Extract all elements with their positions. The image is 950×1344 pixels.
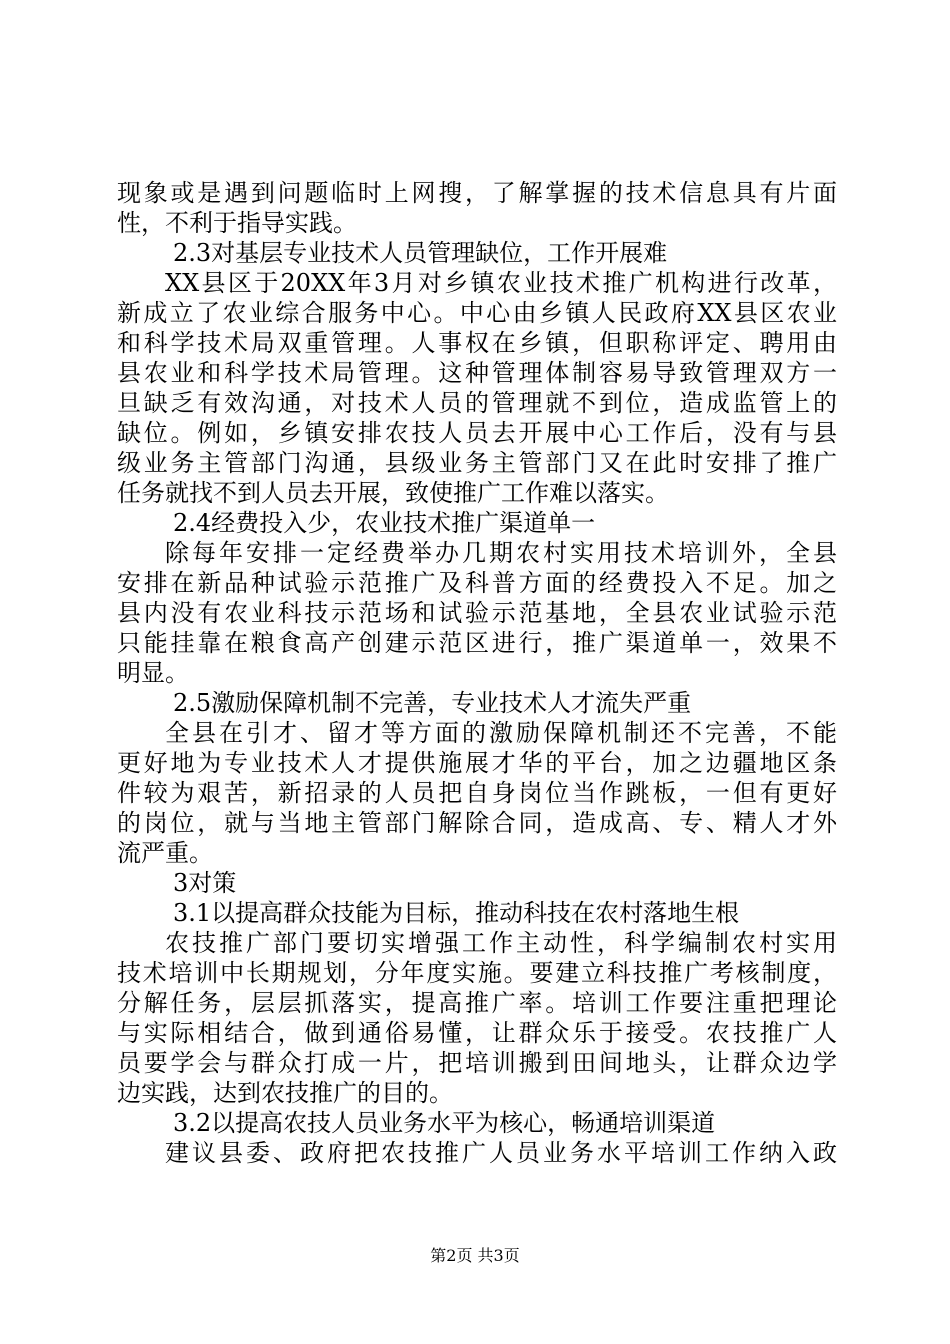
section-heading: 3.1以提高群众技能为目标，推动科技在农村落地生根 — [173, 899, 740, 927]
text-line: 农技推广部门要切实增强工作主动性，科学编制农村实用 — [165, 929, 837, 957]
text-line: 与实际相结合，做到通俗易懂，让群众乐于接受。农技推广人 — [117, 1019, 837, 1047]
text-line: 县农业和科学技术局管理。这种管理体制容易导致管理双方一 — [117, 359, 837, 387]
text-line: 技术培训中长期规划，分年度实施。要建立科技推广考核制度， — [117, 959, 837, 987]
text-line: 县内没有农业科技示范场和试验示范基地，全县农业试验示范 — [117, 599, 837, 627]
text-line: 任务就找不到人员去开展，致使推广工作难以落实。 — [117, 479, 669, 507]
text-line: 旦缺乏有效沟通，对技术人员的管理就不到位，造成监管上的 — [117, 389, 837, 417]
text-line: XX县区于20XX年3月对乡镇农业技术推广机构进行改革， — [165, 269, 837, 297]
text-line: 性，不利于指导实践。 — [117, 209, 357, 237]
text-line: 件较为艰苦，新招录的人员把自身岗位当作跳板，一但有更好 — [117, 779, 837, 807]
text-line: 新成立了农业综合服务中心。中心由乡镇人民政府XX县区农业 — [117, 299, 837, 327]
text-line: 建议县委、政府把农技推广人员业务水平培训工作纳入政 — [165, 1139, 837, 1167]
text-line: 现象或是遇到问题临时上网搜，了解掌握的技术信息具有片面 — [117, 179, 837, 207]
text-line: 全县在引才、留才等方面的激励保障机制还不完善，不能 — [165, 719, 837, 747]
text-line: 边实践，达到农技推广的目的。 — [117, 1079, 453, 1107]
page-number-footer: 第2页 共3页 — [430, 1246, 520, 1265]
text-line: 分解任务，层层抓落实，提高推广率。培训工作要注重把理论 — [117, 989, 837, 1017]
text-line: 级业务主管部门沟通，县级业务主管部门又在此时安排了推广 — [117, 449, 837, 477]
text-line: 流严重。 — [117, 839, 213, 867]
section-heading: 3.2以提高农技人员业务水平为核心，畅通培训渠道 — [173, 1109, 716, 1137]
section-heading: 3对策 — [173, 869, 237, 897]
text-line: 除每年安排一定经费举办几期农村实用技术培训外，全县 — [165, 539, 837, 567]
text-line: 更好地为专业技术人才提供施展才华的平台，加之边疆地区条 — [117, 749, 837, 777]
text-line: 只能挂靠在粮食高产创建示范区进行，推广渠道单一，效果不 — [117, 629, 837, 657]
text-line: 和科学技术局双重管理。人事权在乡镇，但职称评定、聘用由 — [117, 329, 837, 357]
section-heading: 2.5激励保障机制不完善，专业技术人才流失严重 — [173, 689, 692, 717]
text-line: 缺位。例如，乡镇安排农技人员去开展中心工作后，没有与县 — [117, 419, 837, 447]
section-heading: 2.3对基层专业技术人员管理缺位，工作开展难 — [173, 239, 668, 267]
text-line: 的岗位，就与当地主管部门解除合同，造成高、专、精人才外 — [117, 809, 837, 837]
text-line: 安排在新品种试验示范推广及科普方面的经费投入不足。加之 — [117, 569, 837, 597]
text-line: 员要学会与群众打成一片，把培训搬到田间地头，让群众边学 — [117, 1049, 837, 1077]
text-line: 明显。 — [117, 659, 189, 687]
section-heading: 2.4经费投入少，农业技术推广渠道单一 — [173, 509, 596, 537]
